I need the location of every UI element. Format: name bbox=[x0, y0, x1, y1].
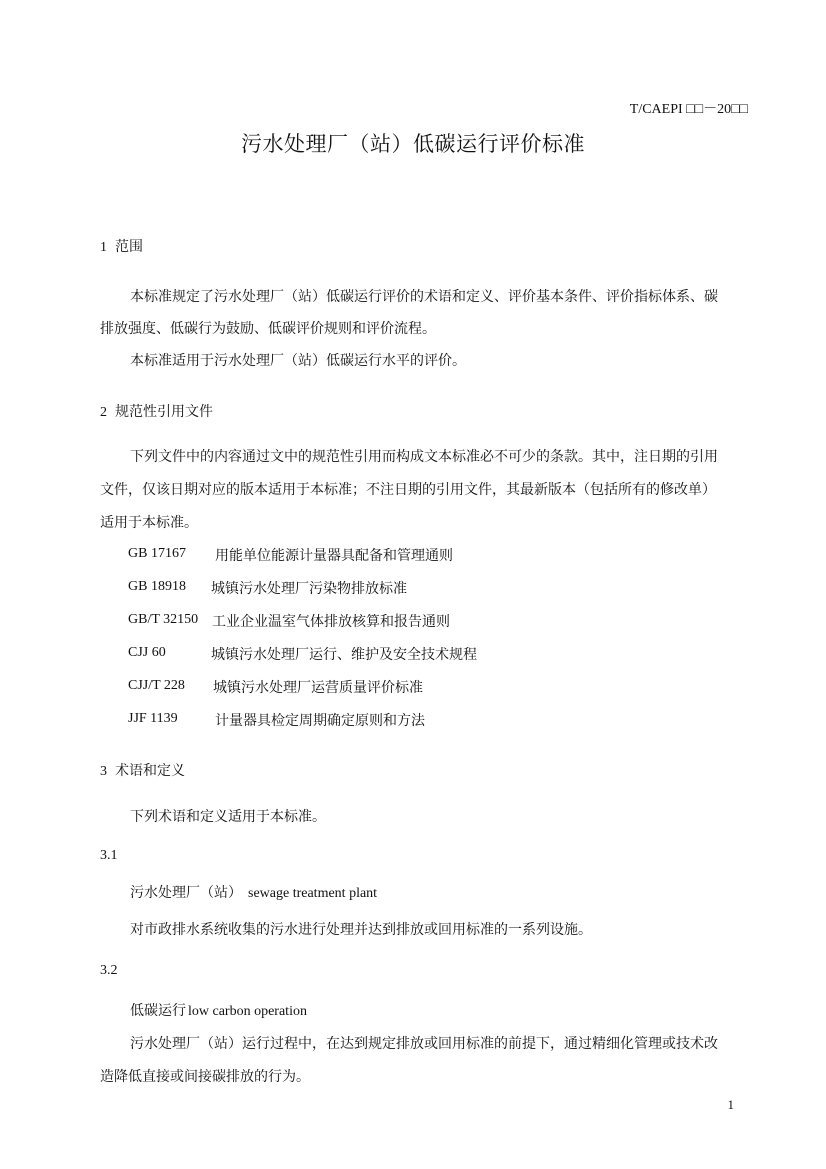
term-definition: 对市政排水系统收集的污水进行处理并达到排放或回用标准的一系列设施。 bbox=[130, 922, 592, 938]
term-definition-line-1: 污水处理厂（站）运行过程中，在达到规定排放或回用标准的前提下，通过精细化管理或技术改 bbox=[130, 1036, 718, 1052]
reference-title: 计量器具检定周期确定原则和方法 bbox=[215, 713, 425, 729]
section-title: 范围 bbox=[115, 239, 143, 255]
reference-code: GB/T 32150 bbox=[128, 612, 199, 627]
term-definition-line-2: 造降低直接或间接碳排放的行为。 bbox=[100, 1069, 310, 1085]
term-heading bbox=[130, 882, 377, 902]
reference-item bbox=[128, 644, 477, 663]
reference-title: 用能单位能源计量器具配备和管理通则 bbox=[215, 548, 453, 564]
term-heading bbox=[130, 1000, 307, 1020]
section-number: 2 bbox=[100, 405, 107, 420]
s1-paragraph-1-line-2: 排放强度、低碳行为鼓励、低碳评价规则和评价流程。 bbox=[100, 321, 436, 337]
section-3-heading bbox=[100, 760, 185, 780]
term-chinese: 污水处理厂（站） bbox=[130, 885, 242, 901]
section-title: 术语和定义 bbox=[115, 763, 185, 779]
reference-item bbox=[128, 578, 407, 597]
reference-code: GB 18918 bbox=[128, 579, 186, 594]
s2-paragraph-line-2: 文件，仅该日期对应的版本适用于本标准；不注日期的引用文件，其最新版本（包括所有的修改单） bbox=[100, 482, 716, 498]
clause-number: 3.1 bbox=[100, 848, 118, 863]
term-english: sewage treatment plant bbox=[248, 886, 378, 901]
reference-code: CJJ/T 228 bbox=[128, 678, 185, 693]
reference-item bbox=[128, 611, 450, 630]
s2-paragraph-line-1: 下列文件中的内容通过文中的规范性引用而构成文本标准必不可少的条款。其中，注日期的引用 bbox=[130, 449, 718, 465]
section-title: 规范性引用文件 bbox=[115, 404, 213, 420]
section-number: 3 bbox=[100, 764, 107, 779]
section-2-heading bbox=[100, 401, 213, 421]
s3-intro: 下列术语和定义适用于本标准。 bbox=[130, 809, 326, 825]
term-english: low carbon operation bbox=[188, 1004, 307, 1019]
reference-title: 城镇污水处理厂污染物排放标准 bbox=[211, 581, 407, 597]
s2-paragraph-line-3: 适用于本标准。 bbox=[100, 515, 198, 531]
reference-code: JJF 1139 bbox=[128, 711, 178, 726]
standard-code: T/CAEPI □□－20□□ bbox=[629, 102, 748, 117]
reference-title: 城镇污水处理厂运行、维护及安全技术规程 bbox=[211, 647, 477, 663]
reference-title: 城镇污水处理厂运营质量评价标准 bbox=[213, 680, 423, 696]
reference-code: CJJ 60 bbox=[128, 645, 166, 660]
document-title: 污水处理厂（站）低碳运行评价标准 bbox=[241, 132, 585, 156]
s1-paragraph-1-line-1: 本标准规定了污水处理厂（站）低碳运行评价的术语和定义、评价基本条件、评价指标体系、碳 bbox=[130, 289, 718, 305]
reference-item bbox=[128, 710, 425, 729]
reference-title: 工业企业温室气体排放核算和报告通则 bbox=[212, 614, 450, 630]
s1-paragraph-2: 本标准适用于污水处理厂（站）低碳运行水平的评价。 bbox=[130, 353, 466, 369]
term-chinese: 低碳运行 bbox=[130, 1003, 186, 1019]
clause-number: 3.2 bbox=[100, 963, 118, 978]
reference-item bbox=[128, 677, 423, 696]
page-number: 1 bbox=[727, 1097, 734, 1112]
section-number: 1 bbox=[100, 240, 107, 255]
section-1-heading bbox=[100, 236, 143, 256]
reference-item bbox=[128, 545, 453, 564]
reference-code: GB 17167 bbox=[128, 546, 186, 561]
